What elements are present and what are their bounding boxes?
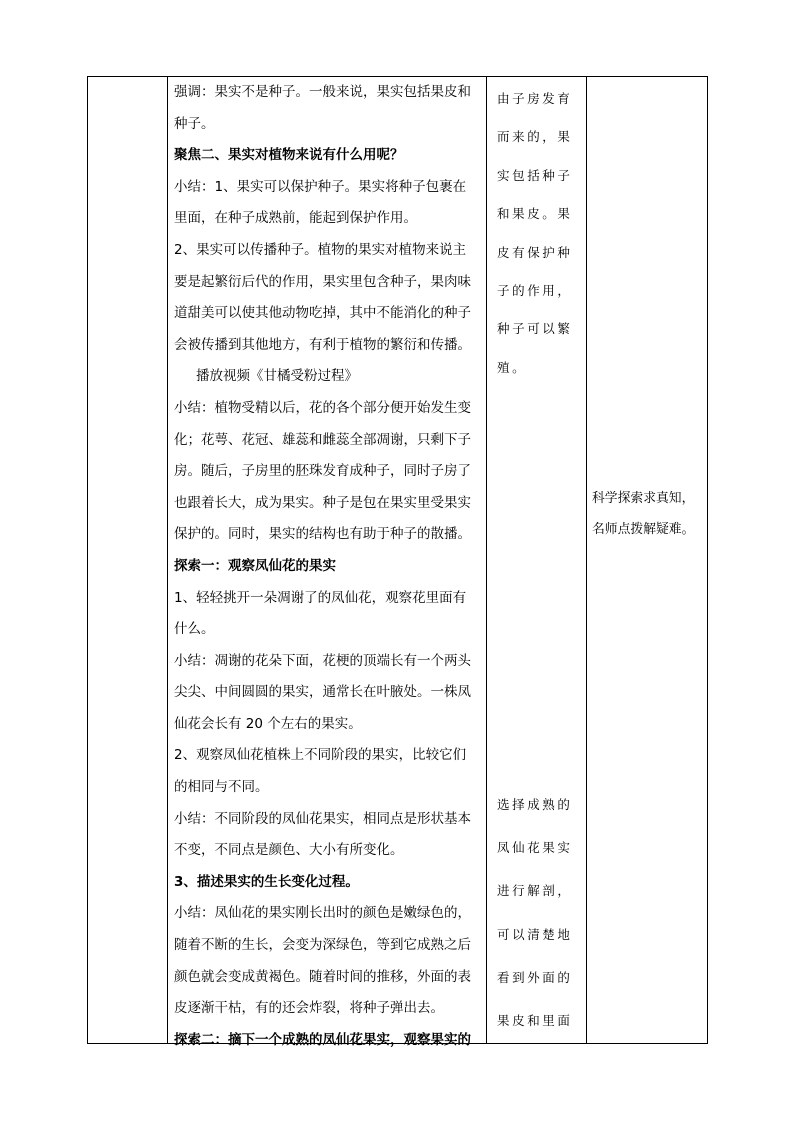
student-activity-notes-bottom	[497, 783, 585, 1042]
content-line: 小结：凋谢的花朵下面，花梗的顶端长有一个两头	[174, 652, 471, 669]
section-heading-line: 聚焦二、果实对植物来说有什么用呢？	[174, 147, 404, 164]
student-note-line: 而来的，果	[497, 129, 573, 145]
student-note-line: 殖。	[497, 359, 528, 375]
content-line: 也跟着长大，成为果实。种子是包在果实里受果实	[174, 494, 471, 511]
table-border-left	[87, 76, 88, 1044]
content-line: 房。随后，子房里的胚珠发育成种子，同时子房了	[174, 463, 471, 480]
student-note-line: 种子可以繁	[497, 321, 573, 337]
student-note-line: 实包括种子	[497, 167, 573, 183]
student-note-line: 果皮和里面	[497, 1013, 573, 1029]
design-intent-line: 科学探索求真知，	[592, 491, 695, 506]
section-heading-line: 3、描述果实的生长变化过程。	[174, 873, 359, 890]
content-line: 皮逐渐干枯，有的还会炸裂，将种子弹出去。	[174, 1000, 444, 1017]
content-line: 会被传播到其他地方，有利于植物的繁衍和传播。	[174, 336, 471, 353]
content-line: 种子。	[174, 115, 215, 132]
content-line: 播放视频《甘橘受粉过程》	[196, 368, 358, 385]
content-line: 里面，在种子成熟前，能起到保护作用。	[174, 210, 417, 227]
content-line: 2、观察凤仙花植株上不同阶段的果实，比较它们	[174, 747, 467, 764]
content-line: 随着不断的生长，会变为深绿色，等到它成熟之后	[174, 937, 471, 954]
content-line: 道甜美可以使其他动物吃掉，其中不能消化的种子	[174, 305, 471, 322]
student-note-line: 和果皮。果	[497, 206, 573, 222]
student-note-line: 选择成熟的	[497, 797, 573, 812]
design-intent-column	[592, 483, 706, 545]
content-line: 小结：1、果实可以保护种子。果实将种子包裹在	[174, 178, 467, 195]
column-divider-2	[486, 76, 487, 1044]
content-line: 不变，不同点是颜色、大小有所变化。	[174, 842, 404, 859]
content-line: 1、轻轻挑开一朵凋谢了的凤仙花，观察花里面有	[174, 589, 467, 606]
student-note-line: 由子房发育	[497, 91, 573, 106]
student-note-line: 进行解剖，	[497, 883, 573, 899]
content-line: 的相同与不同。	[174, 779, 269, 796]
content-line: 颜色就会变成黄褐色。随着时间的推移，外面的表	[174, 968, 471, 985]
table-border-right	[707, 76, 708, 1044]
student-note-line: 看到外面的	[497, 969, 573, 985]
content-line: 小结：植物受精以后，花的各个部分便开始发生变	[174, 399, 471, 416]
content-line: 保护的。同时，果实的结构也有助于种子的散播。	[174, 526, 471, 543]
student-note-line: 凤仙花果实	[497, 840, 573, 856]
content-line: 要是起繁衍后代的作用，果实里包含种子，果肉味	[174, 273, 471, 290]
content-line: 2、果实可以传播种子。植物的果实对植物来说主	[174, 241, 467, 258]
section-heading-line: 探索一：观察凤仙花的果实	[174, 557, 336, 574]
design-intent-line: 名师点拨解疑难。	[592, 522, 695, 537]
content-line: 什么。	[174, 621, 215, 638]
content-line: 仙花会长有 20 个左右的果实。	[174, 715, 362, 732]
content-line: 强调：果实不是种子。一般来说，果实包括果皮和	[174, 84, 471, 100]
student-activity-notes-top	[497, 80, 585, 387]
column-divider-3	[586, 76, 587, 1044]
column-divider-1	[167, 76, 168, 1044]
student-note-line: 皮有保护种	[497, 244, 573, 260]
content-line: 尖尖、中间圆圆的果实，通常长在叶腋处。一株凤	[174, 684, 471, 701]
student-note-line: 子的作用，	[497, 283, 573, 299]
section-heading-line: 探索二：摘下一个成熟的凤仙花果实，观察果实的	[174, 1031, 471, 1048]
content-line: 小结：不同阶段的凤仙花果实，相同点是形状基本	[174, 810, 471, 827]
teaching-process-column	[174, 77, 484, 1056]
student-note-line: 可以清楚地	[497, 926, 573, 942]
content-line: 化；花萼、花冠、雄蕊和雌蕊全部凋谢，只剩下子	[174, 431, 471, 448]
content-line: 小结：凤仙花的果实刚长出时的颜色是嫩绿色的，	[174, 905, 471, 922]
